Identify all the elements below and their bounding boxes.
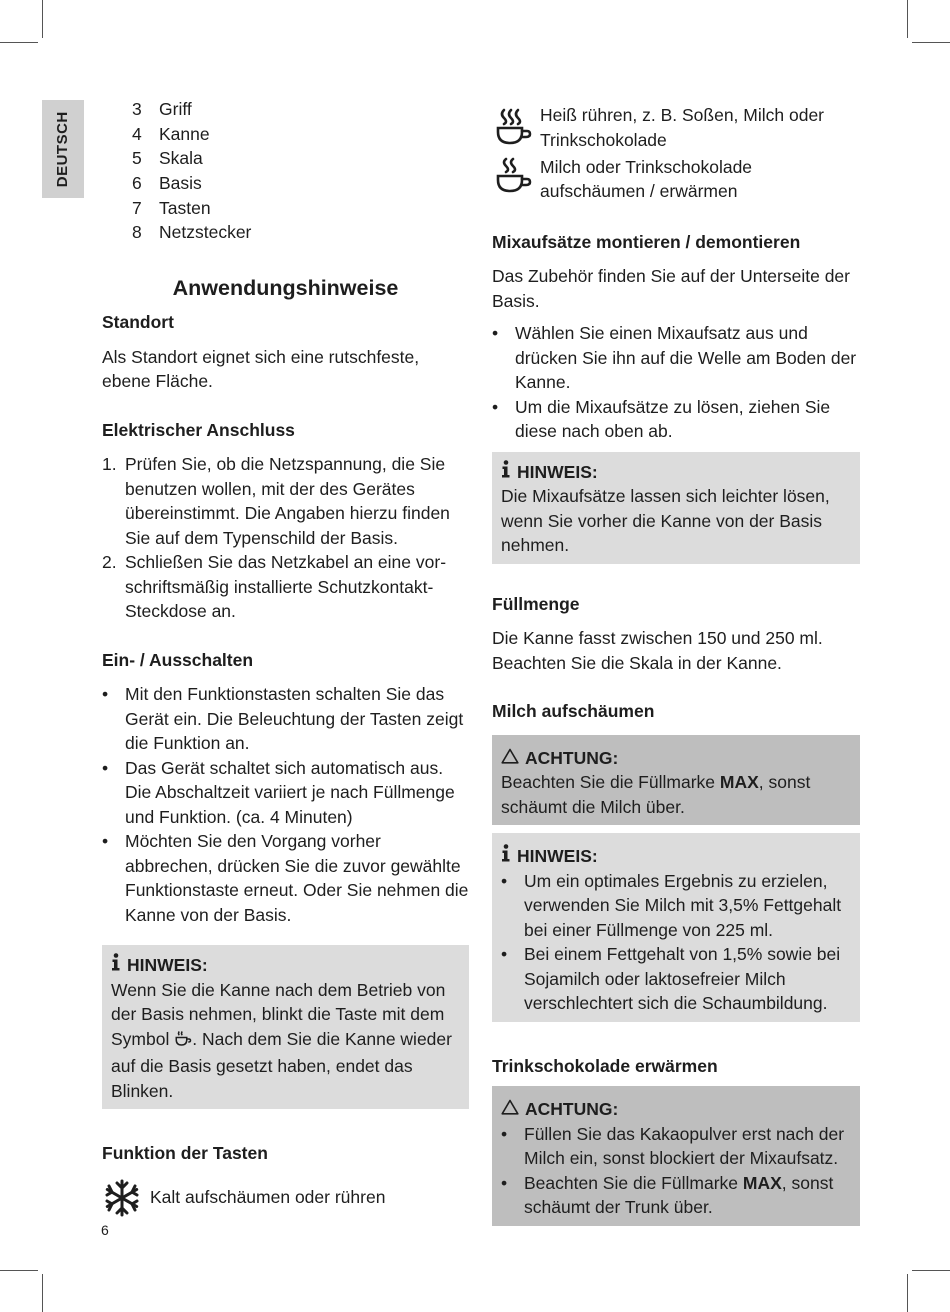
hinweis-box xyxy=(102,945,469,1109)
info-icon xyxy=(501,844,511,869)
tasten-heading: Funktion der Tasten xyxy=(102,1143,268,1164)
milch-heading: Milch aufschäumen xyxy=(492,701,655,721)
list-item: 4 Kanne xyxy=(132,123,210,144)
list-item: • Um die Mixaufsätze zu lösen, ziehen Sie diese nach oben ab. xyxy=(492,395,860,444)
language-tab xyxy=(42,100,84,198)
list-item: 7 Tasten xyxy=(132,197,211,218)
hinweis-text: Wenn Sie die Kanne nach dem Betrieb von der Basis nehmen, blinkt die Taste mit dem Symbol . Nach dem Sie die Kanne wieder auf die Basis gesetzt haben, endet das Blinken. xyxy=(111,979,452,1101)
list-item: • Bei einem Fettgehalt von 1,5% sowie bei Sojamilch oder laktosefreier Milch verschlechtert sich die Schaumbildung. xyxy=(501,942,851,1016)
function-row xyxy=(102,1178,469,1225)
list-item: • Mit den Funktionstasten schalten Sie das Gerät ein. Die Beleuchtung der Tasten zeigt die Funktion an. xyxy=(102,682,469,756)
list-item: • Möchten Sie den Vorgang vorher abbrechen, drücken Sie die zuvor gewählte Funktionstaste erneut. Oder Sie nehmen die Kanne von der Basis. xyxy=(102,829,469,927)
achtung-title: ACHTUNG: xyxy=(525,1099,619,1119)
function-text: Heiß rühren, z. B. Soßen, Milch oder Trinkschokolade xyxy=(540,105,824,150)
info-icon xyxy=(111,953,121,978)
function-row xyxy=(492,155,860,204)
warning-icon xyxy=(501,746,519,771)
crop-mark xyxy=(907,0,908,38)
mixaufsaetze-bullets xyxy=(492,321,860,444)
hinweis-text: Die Mixaufsätze lassen sich leichter lösen, wenn Sie vorher die Kanne von der Basis nehmen. xyxy=(501,486,830,555)
crop-mark xyxy=(42,0,43,38)
list-item: 2. Schließen Sie das Netzkabel an eine vorschriftsmäßig installierte Schutzkontakt-Steckdose an. xyxy=(102,552,447,622)
crop-mark xyxy=(0,1270,38,1271)
info-icon xyxy=(501,460,511,485)
fuellmenge-heading: Füllmenge xyxy=(492,593,580,614)
mixaufsaetze-text: Das Zubehör finden Sie auf der Unterseite der Basis. xyxy=(492,266,850,311)
warm-cup-icon xyxy=(174,1030,192,1055)
function-row xyxy=(492,103,860,153)
parts-list xyxy=(132,97,469,245)
function-text: Kalt aufschäumen oder rühren xyxy=(150,1186,386,1207)
list-item: 3 Griff xyxy=(132,99,192,119)
einaus-bullets xyxy=(102,682,469,927)
language-tab-label: DEUTSCH xyxy=(53,110,71,188)
left-column xyxy=(102,97,469,1226)
list-item: • Füllen Sie das Kakaopulver erst nach der Milch ein, sonst blockiert der Mixaufsatz. xyxy=(501,1122,851,1171)
achtung-title: ACHTUNG: xyxy=(525,747,619,768)
section-heading: Anwendungshinweise xyxy=(172,276,399,301)
achtung-box xyxy=(492,735,860,826)
crop-mark xyxy=(42,1274,43,1312)
hinweis-box xyxy=(492,833,860,1022)
list-item: • Das Gerät schaltet sich automatisch aus. Die Abschaltzeit variiert je nach Füllmenge und Funktion. (ca. 4 Minuten) xyxy=(102,756,469,830)
list-item: 1. Prüfen Sie, ob die Netzspannung, die Sie benutzen wollen, mit der des Gerätes übereinstimmt. Die Angaben hierzu finden Sie auf dem Typenschild der Basis. xyxy=(102,454,450,548)
standort-heading: Standort xyxy=(102,312,174,333)
crop-mark xyxy=(912,1270,950,1271)
list-item: • Wählen Sie einen Mixaufsatz aus und drücken Sie ihn auf die Welle am Boden der Kanne. xyxy=(492,321,860,395)
hinweis-title: HINWEIS: xyxy=(517,461,598,482)
crop-mark xyxy=(0,42,38,43)
einaus-heading: Ein- / Ausschalten xyxy=(102,649,254,670)
page-number: 6 xyxy=(101,1222,109,1238)
right-column xyxy=(492,103,860,1252)
hinweis-bullets xyxy=(501,869,851,1016)
crop-mark xyxy=(907,1274,908,1312)
mixaufsaetze-heading: Mixaufsätze montieren / demontieren xyxy=(492,231,801,252)
crop-mark xyxy=(912,42,950,43)
hinweis-box xyxy=(492,452,860,564)
list-item: 5 Skala xyxy=(132,148,203,169)
hot-cup-icon xyxy=(492,103,540,153)
list-item: • Um ein optimales Ergebnis zu erzielen, verwenden Sie Milch mit 3,5% Fettgehalt bei einer Füllmenge von 225 ml. xyxy=(501,869,851,943)
hinweis-title: HINWEIS: xyxy=(127,955,208,976)
list-item: • Beachten Sie die Füllmarke MAX, sonst schäumt der Trunk über. xyxy=(501,1171,851,1220)
function-text: Milch oder Trinkschokolade aufschäumen / erwärmen xyxy=(540,156,753,201)
achtung-box xyxy=(492,1086,860,1226)
standort-text: Als Standort eignet sich eine rutschfeste, ebene Fläche. xyxy=(102,346,420,392)
anschluss-steps xyxy=(102,452,469,624)
snowflake-icon xyxy=(102,1178,150,1225)
schoko-heading: Trinkschokolade erwärmen xyxy=(492,1055,718,1076)
list-item: 6 Basis xyxy=(132,173,202,194)
hinweis-title: HINWEIS: xyxy=(517,846,598,866)
list-item: 8 Netzstecker xyxy=(132,222,252,243)
warning-icon xyxy=(501,1097,519,1122)
anschluss-heading: Elektrischer Anschluss xyxy=(102,419,295,440)
warm-cup-icon xyxy=(492,155,540,202)
achtung-bullets xyxy=(501,1122,851,1220)
achtung-text: Beachten Sie die Füllmarke MAX, sonst schäumt die Milch über. xyxy=(501,772,811,817)
fuellmenge-text: Die Kanne fasst zwischen 150 und 250 ml. Beachten Sie die Skala in der Kanne. xyxy=(492,628,823,673)
